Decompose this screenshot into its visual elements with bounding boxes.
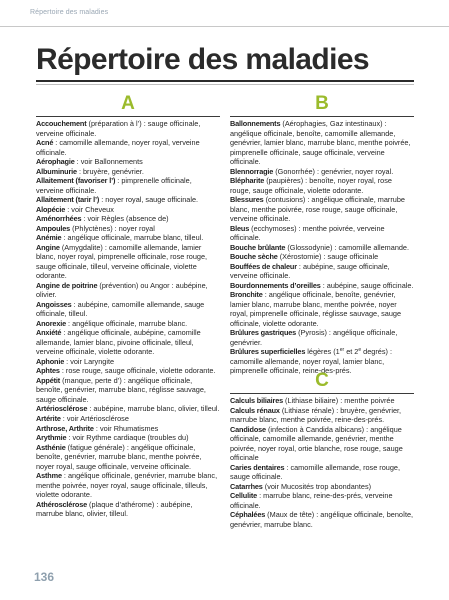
index-term: Bleus [230, 223, 250, 233]
entry-list [230, 119, 414, 376]
index-definition: (Glossodynie) : camomille allemande. [285, 242, 410, 252]
index-term: Blépharite [230, 176, 265, 186]
index-term: Aérophagie [36, 157, 75, 167]
index-entry [230, 290, 414, 328]
index-definition: : voir Artériosclérose [60, 413, 129, 423]
index-term: Angine de poitrine [36, 280, 98, 290]
index-term: Arythmie [36, 433, 67, 443]
index-term: Asthénie [36, 442, 66, 452]
index-definition: (plaque d’athérome) : aubépine, marrube blanc, olivier, tilleul. [36, 499, 193, 519]
index-term: Anorexie [36, 318, 67, 328]
index-definition: (infection à Candida albicans) : angélique officinale, camomille allemande, genévrier, menthe poivrée, noyer royal, ortie blanche, rose rouge, sauge officinale [230, 424, 403, 463]
index-term: Artérite [36, 413, 61, 423]
index-entry [230, 176, 414, 195]
index-entry [36, 233, 220, 243]
page-number: 136 [34, 570, 55, 584]
entry-list [230, 396, 414, 529]
index-entry [36, 281, 220, 300]
index-definition: légères (1er et 2e degrés) : camomille allemande, noyer royal, lamier blanc, pimprenelle officinale, reine-des-prés. [230, 347, 392, 376]
index-entry [230, 406, 414, 425]
index-definition: : voir Rhumatismes [93, 423, 159, 433]
index-term: Accouchement [36, 119, 87, 128]
page-title: Répertoire des maladies [36, 43, 370, 76]
index-term: Aphtes [36, 366, 60, 376]
index-definition: (fatigue générale) : angélique officinale, benoîte, genévrier, marrube blanc, menthe poivrée, noyer royal, sauge officinale, verveine officinale. [36, 442, 202, 471]
index-definition: (Lithiase biliaire) : menthe poivrée [283, 396, 395, 405]
index-definition: : bruyère, genévrier. [76, 166, 144, 176]
index-term: Bronchite [230, 290, 263, 300]
index-definition: (Aérophagies, Gaz intestinaux) : angélique officinale, benoîte, camomille allemande, genévrier, lamier blanc, marrube blanc, menthe poivrée, pimprenelle officinale, sauge officinale, verveine officinale. [230, 119, 411, 167]
index-term: Bouffées de chaleur [230, 261, 297, 271]
index-entry [230, 252, 414, 262]
index-term: Céphalées [230, 510, 266, 520]
title-rule [36, 80, 414, 82]
index-entry [36, 404, 220, 414]
index-definition: : rose rouge, sauge officinale, violette odorante. [59, 366, 216, 376]
index-entry [230, 510, 414, 529]
index-definition: (paupières) : benoîte, noyer royal, rose rouge, sauge officinale, violette odorante. [230, 176, 392, 195]
index-definition: (Phlyctènes) : noyer royal [70, 223, 155, 233]
index-term: Brûlures superficielles [230, 347, 306, 357]
index-entry [36, 167, 220, 177]
index-entry [230, 195, 414, 224]
index-entry [36, 224, 220, 234]
index-entry [36, 119, 220, 138]
section-rule [230, 116, 414, 117]
index-definition: : voir Règles (absence de) [81, 214, 169, 224]
index-term: Bourdonnements d’oreilles [230, 280, 321, 290]
index-definition: : aubépine, sauge officinale, verveine officinale. [230, 261, 390, 281]
index-definition: : camomille allemande, rose rouge, sauge officinale. [230, 462, 400, 482]
index-term: Blessures [230, 195, 264, 205]
index-entry [36, 157, 220, 167]
index-term: Bouche brûlante [230, 242, 286, 252]
index-term: Arthrose, Arthrite [36, 423, 94, 433]
section-letter-a: A [121, 93, 135, 114]
index-entry [230, 224, 414, 243]
index-entry [36, 214, 220, 224]
index-entry [230, 167, 414, 177]
section-b [230, 94, 414, 376]
index-entry [36, 328, 220, 357]
index-definition: : aubépine, camomille allemande, sauge officinale, tilleul. [36, 299, 205, 319]
index-entry [36, 300, 220, 319]
index-term: Caries dentaires [230, 462, 285, 472]
index-entry [230, 262, 414, 281]
index-entry [36, 366, 220, 376]
section-c [230, 371, 414, 529]
entry-list [36, 119, 220, 519]
index-entry [36, 376, 220, 405]
index-term: Ballonnements [230, 119, 281, 128]
index-entry [36, 414, 220, 424]
section-rule [230, 393, 414, 394]
index-entry [36, 176, 220, 195]
index-definition: : noyer royal, sauge officinale. [99, 195, 199, 205]
index-definition: : voir Cheveux [65, 204, 114, 214]
index-definition: (voir Mucosités trop abondantes) [262, 481, 372, 491]
index-entry [36, 357, 220, 367]
index-definition: : voir Rythme cardiaque (troubles du) [66, 433, 189, 443]
index-entry [230, 396, 414, 406]
index-entry [230, 482, 414, 492]
index-term: Calculs biliaires [230, 396, 284, 405]
index-definition: : marrube blanc, reine-des-prés, verveine officinale. [230, 491, 393, 510]
index-term: Albuminurie [36, 166, 77, 176]
index-definition: : angélique officinale, marrube blanc, tilleul. [61, 233, 204, 243]
index-definition: : voir Ballonnements [74, 157, 143, 167]
index-definition: : angélique officinale, genévrier, marrube blanc, menthe poivrée, noyer royal, sauge officinale, tilleuls, violette odorante. [36, 471, 218, 500]
index-definition: : aubépine, sauge officinale. [320, 280, 414, 290]
index-term: Cellulite [230, 491, 258, 501]
index-term: Catarrhes [230, 481, 263, 491]
title-rule-thin [36, 84, 414, 85]
index-term: Blennorragie [230, 166, 274, 176]
index-entry [230, 491, 414, 510]
index-term: Allaitement (favoriser l’) [36, 176, 116, 186]
index-definition: : pimprenelle officinale, verveine officinale. [36, 176, 192, 195]
section-a [36, 94, 220, 519]
index-term: Angoisses [36, 299, 72, 309]
index-entry [36, 205, 220, 215]
index-entry [230, 243, 414, 253]
index-definition: (Maux de tête) : angélique officinale, benoîte, genévrier, marrube blanc. [230, 510, 414, 529]
index-definition: (manque, perte d’) : angélique officinale, benoîte, genévrier, marrube blanc, réglisse sauvage, sauge officinale. [36, 375, 206, 404]
running-header-title: Répertoire des maladies [30, 9, 109, 16]
index-term: Anxiété [36, 328, 62, 338]
index-definition: (ecchymoses) : menthe poivrée, verveine officinale. [230, 223, 385, 243]
index-term: Angine [36, 242, 60, 252]
index-term: Appétit [36, 375, 61, 385]
index-term: Artériosclérose [36, 404, 88, 414]
index-definition: : camomille allemande, noyer royal, verveine officinale. [36, 138, 200, 157]
index-definition: (Lithiase rénale) : bruyère, genévrier, marrube blanc, menthe poivrée, reine-des-prés. [230, 405, 402, 425]
running-header [0, 0, 449, 27]
index-entry [230, 463, 414, 482]
index-entry [36, 243, 220, 281]
index-definition: (Pyrosis) : angélique officinale, genévrier. [230, 328, 398, 347]
index-definition: (contusions) : angélique officinale, marrube blanc, menthe poivrée, rose rouge, sauge officinale, verveine officinale. [230, 195, 405, 224]
index-definition: (prévention) ou Angor : aubépine, olivier. [36, 280, 208, 300]
index-entry [36, 500, 220, 519]
index-term: Asthme [36, 471, 62, 481]
index-term: Candidose [230, 424, 266, 434]
index-entry [36, 424, 220, 434]
index-entry [230, 425, 414, 463]
section-letter-b: B [315, 93, 329, 114]
index-term: Allaitement (tarir l’) [36, 195, 100, 205]
index-definition: : angélique officinale, benoîte, genévrier, lamier blanc, marrube blanc, menthe poivrée, noyer royal, pimprenelle officinale, réglisse sauvage, sauge officinale, violette odorante. [230, 290, 402, 328]
index-term: Aphonie [36, 356, 65, 366]
index-entry [230, 281, 414, 291]
index-definition: : voir Laryngite [64, 356, 115, 366]
index-entry [36, 443, 220, 472]
index-term: Ampoules [36, 223, 71, 233]
index-definition: (Gonorrhée) : genévrier, noyer royal. [273, 166, 394, 176]
index-entry [36, 138, 220, 157]
index-definition: (Amygdalite) : camomille allemande, lamier blanc, noyer royal, pimprenelle officinale, rose rouge, sauge officinale, tilleul, verveine officinale, violette odorante. [36, 242, 208, 281]
index-entry [36, 433, 220, 443]
index-term: Calculs rénaux [230, 405, 280, 415]
index-term: Acné [36, 138, 54, 148]
index-definition: : aubépine, marrube blanc, olivier, tilleul. [87, 404, 220, 414]
index-term: Anémie [36, 233, 62, 243]
index-term: Bouche sèche [230, 252, 278, 262]
section-letter-c: C [315, 370, 329, 391]
index-term: Athérosclérose [36, 499, 88, 509]
index-term: Brûlures gastriques [230, 328, 297, 338]
index-entry [230, 119, 414, 167]
index-definition: : angélique officinale, marrube blanc. [66, 318, 188, 328]
index-term: Alopécie [36, 204, 66, 214]
index-entry [36, 319, 220, 329]
index-entry [36, 195, 220, 205]
index-term: Aménorrhées [36, 214, 82, 224]
section-rule [36, 116, 220, 117]
index-definition: (Xérostomie) : sauge officinale [277, 252, 379, 262]
index-entry [36, 471, 220, 500]
index-entry [230, 328, 414, 347]
index-definition: : angélique officinale, aubépine, camomille allemande, lamier blanc, pivoine officinale, tilleul, verveine officinale, violette odorante. [36, 328, 201, 357]
index-definition: (préparation à l’) : sauge officinale, verveine officinale. [36, 119, 201, 138]
